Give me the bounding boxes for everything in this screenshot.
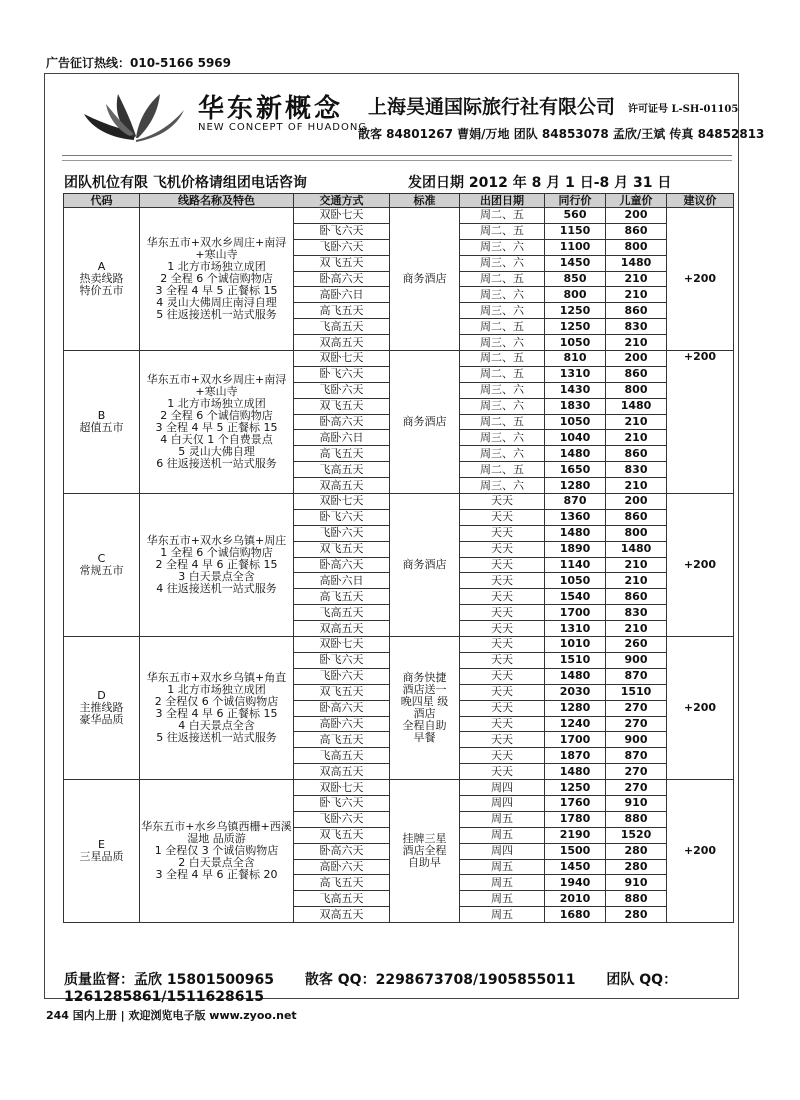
departure-date-cell: 天天 (460, 494, 545, 510)
transport-cell: 高卧六日 (294, 430, 390, 446)
departure-date-cell: 周三、六 (460, 287, 545, 303)
departure-date-cell: 天天 (460, 684, 545, 700)
route-feature: 5 往返接送机一站式服务 (156, 731, 277, 745)
transport-cell: 飞卧六天 (294, 811, 390, 827)
child-price-cell: 200 (606, 351, 667, 367)
route-feature: 4 灵山大佛周庄南浔自理 (156, 296, 277, 309)
child-price-cell: 270 (606, 764, 667, 780)
route-code: A (97, 260, 106, 273)
route-feature: 3 全程 4 早 6 正餐标 15 (155, 707, 278, 721)
departure-date-cell: 天天 (460, 764, 545, 780)
peer-price-cell: 1050 (545, 335, 606, 351)
child-price-cell: 270 (606, 700, 667, 716)
hotel-standard-cell: 商务快捷 酒店送一 晚四星 级 酒店 全程自助 早餐 (390, 637, 460, 780)
child-price-cell: 270 (606, 716, 667, 732)
child-price-cell: 210 (606, 621, 667, 637)
transport-cell: 双高五天 (294, 335, 390, 351)
transport-cell: 卧飞六天 (294, 652, 390, 668)
route-title: 华东五市+双水乡乌镇+周庄 (146, 534, 287, 548)
peer-price-cell: 1010 (545, 637, 606, 653)
transport-cell: 高飞五天 (294, 446, 390, 462)
peer-price-cell: 1280 (545, 478, 606, 494)
route-feature: 3 全程 4 早 5 正餐标 15 (155, 421, 278, 435)
peer-price-cell: 1250 (545, 780, 606, 796)
departure-date-cell: 周五 (460, 827, 545, 843)
transport-cell: 双高五天 (294, 621, 390, 637)
departure-date-cell: 天天 (460, 557, 545, 573)
table-row (64, 637, 734, 653)
header-divider (62, 155, 732, 156)
child-price-cell: 860 (606, 446, 667, 462)
child-price-cell: 210 (606, 557, 667, 573)
header-departure-date: 出团日期 (460, 194, 545, 208)
route-feature: 1 北方市场独立成团 (167, 397, 266, 411)
route-feature: 4 往返接送机一站式服务 (156, 582, 277, 596)
transport-cell: 卧高六天 (294, 271, 390, 287)
suggested-price-cell: +200 (667, 637, 734, 780)
header-suggested-price: 建议价 (667, 194, 734, 208)
child-price-cell: 860 (606, 366, 667, 382)
transport-cell: 卧飞六天 (294, 795, 390, 811)
peer-price-cell: 1040 (545, 430, 606, 446)
transport-cell: 双卧七天 (294, 637, 390, 653)
departure-date-cell: 周二、五 (460, 351, 545, 367)
child-price-cell: 910 (606, 795, 667, 811)
transport-cell: 高卧六日 (294, 287, 390, 303)
brand-chinese: 华东新概念 (198, 94, 344, 124)
peer-price-cell: 1310 (545, 366, 606, 382)
route-code-cell (64, 780, 140, 923)
departure-date-cell: 周四 (460, 780, 545, 796)
route-code-cell (64, 494, 140, 637)
peer-price-cell: 1890 (545, 541, 606, 557)
peer-price-cell: 1150 (545, 223, 606, 239)
departure-date-cell: 天天 (460, 509, 545, 525)
route-feature: 2 全程仅 6 个诚信购物店 (154, 695, 279, 709)
transport-cell: 卧高六天 (294, 557, 390, 573)
route-feature: 2 全程 6 个诚信购物店 (160, 409, 273, 423)
peer-price-cell: 1250 (545, 319, 606, 335)
page-footer: 244 国内上册 | 欢迎浏览电子版 www.zyoo.net (46, 1009, 297, 1022)
route-code: E (98, 838, 105, 852)
child-price-cell: 1520 (606, 827, 667, 843)
child-price-cell: 210 (606, 271, 667, 287)
child-price-cell: 900 (606, 732, 667, 748)
child-price-cell: 210 (606, 478, 667, 494)
transport-cell: 卧高六天 (294, 843, 390, 859)
hotel-standard-cell: 商务酒店 (390, 208, 460, 351)
child-price-cell: 800 (606, 382, 667, 398)
transport-cell: 飞卧六天 (294, 525, 390, 541)
child-price-cell: 210 (606, 430, 667, 446)
child-price-cell: 1510 (606, 684, 667, 700)
brand-english: NEW CONCEPT OF HUADONG (198, 122, 368, 133)
transport-cell: 卧高六天 (294, 700, 390, 716)
departure-date-cell: 天天 (460, 637, 545, 653)
route-category: 常规五市 (79, 564, 124, 578)
child-price-cell: 210 (606, 335, 667, 351)
route-feature: 3 全程 4 早 5 正餐标 15 (155, 284, 278, 297)
departure-date-cell: 周二、五 (460, 366, 545, 382)
route-code-cell (64, 208, 140, 351)
booking-notice: 团队机位有限 飞机价格请组团电话咨询 (64, 175, 307, 191)
header-route: 线路名称及特色 (140, 194, 294, 208)
table-body (64, 208, 734, 923)
child-price-cell: 280 (606, 843, 667, 859)
transport-cell: 双卧七天 (294, 780, 390, 796)
ad-hotline: 广告征订热线：010-5166 5969 (46, 56, 232, 70)
departure-date-cell: 周二、五 (460, 271, 545, 287)
transport-cell: 卧飞六天 (294, 223, 390, 239)
peer-price-cell: 1700 (545, 605, 606, 621)
hotel-standard-cell: 商务酒店 (390, 351, 460, 494)
peer-price-cell: 1450 (545, 255, 606, 271)
departure-date-cell: 周三、六 (460, 303, 545, 319)
hotel-standard-cell: 商务酒店 (390, 494, 460, 637)
peer-price-cell: 1830 (545, 398, 606, 414)
child-price-cell: 260 (606, 637, 667, 653)
child-price-cell: 860 (606, 303, 667, 319)
peer-price-cell: 1360 (545, 509, 606, 525)
peer-price-cell: 1510 (545, 652, 606, 668)
transport-cell: 飞高五天 (294, 748, 390, 764)
route-feature: 1 北方市场独立成团 (167, 683, 266, 697)
departure-date-cell: 天天 (460, 716, 545, 732)
peer-price-cell: 1250 (545, 303, 606, 319)
departure-date-cell: 天天 (460, 732, 545, 748)
transport-cell: 卧飞六天 (294, 509, 390, 525)
transport-cell: 飞高五天 (294, 605, 390, 621)
peer-price-cell: 1500 (545, 843, 606, 859)
transport-cell: 双飞五天 (294, 541, 390, 557)
route-code: C (97, 552, 106, 566)
route-feature: 4 白天景点全含 (178, 719, 255, 733)
transport-cell: 双飞五天 (294, 398, 390, 414)
peer-price-cell: 1480 (545, 668, 606, 684)
transport-cell: 飞高五天 (294, 319, 390, 335)
peer-price-cell: 2190 (545, 827, 606, 843)
child-price-cell: 830 (606, 319, 667, 335)
peer-price-cell: 1480 (545, 525, 606, 541)
departure-date-cell: 周五 (460, 875, 545, 891)
departure-date-cell: 天天 (460, 668, 545, 684)
table-header-row (64, 194, 734, 208)
child-price-cell: 870 (606, 748, 667, 764)
child-price-cell: 800 (606, 239, 667, 255)
peer-price-cell: 1780 (545, 811, 606, 827)
peer-price-cell: 1760 (545, 795, 606, 811)
transport-cell: 高飞五天 (294, 732, 390, 748)
route-feature: 3 全程 4 早 6 正餐标 20 (155, 868, 278, 882)
child-price-cell: 210 (606, 414, 667, 430)
child-price-cell: 200 (606, 494, 667, 510)
transport-cell: 卧飞六天 (294, 366, 390, 382)
child-price-cell: 910 (606, 875, 667, 891)
peer-price-cell: 1680 (545, 907, 606, 923)
departure-date-cell: 周三、六 (460, 382, 545, 398)
departure-date-cell: 周三、六 (460, 335, 545, 351)
quality-supervision: 质量监督：孟欣 15801500965 (64, 972, 275, 988)
transport-cell: 双飞五天 (294, 827, 390, 843)
contact-line: 散客 84801267 曹娟/万地 团队 84853078 孟欣/王斌 传真 84852813 (358, 127, 765, 141)
route-feature: 1 全程 6 个诚信购物店 (160, 546, 273, 560)
table-row (64, 351, 734, 367)
departure-date-cell: 周五 (460, 891, 545, 907)
transport-cell: 高卧六天 (294, 716, 390, 732)
departure-date-cell: 周三、六 (460, 239, 545, 255)
departure-date-cell: 周二、五 (460, 414, 545, 430)
suggested-price-cell: +200 (667, 494, 734, 637)
peer-price-cell: 1940 (545, 875, 606, 891)
departure-date-cell: 周二、五 (460, 208, 545, 224)
departure-date-cell: 天天 (460, 652, 545, 668)
departure-date-cell: 周五 (460, 907, 545, 923)
child-price-cell: 280 (606, 907, 667, 923)
route-title: 华东五市+水乡乌镇西栅+西溪湿地 品质游 (141, 820, 292, 846)
peer-price-cell: 1050 (545, 573, 606, 589)
route-feature: 1 全程仅 3 个诚信购物店 (154, 844, 279, 858)
header-transport: 交通方式 (294, 194, 390, 208)
company-name: 上海昊通国际旅行社有限公司 (368, 96, 616, 118)
child-price-cell: 800 (606, 525, 667, 541)
table-row (64, 780, 734, 796)
peer-price-cell: 800 (545, 287, 606, 303)
route-code-cell (64, 637, 140, 780)
transport-cell: 高卧六天 (294, 859, 390, 875)
transport-cell: 高飞五天 (294, 589, 390, 605)
departure-date-cell: 周五 (460, 811, 545, 827)
departure-date-cell: 周三、六 (460, 398, 545, 414)
peer-price-cell: 2030 (545, 684, 606, 700)
child-price-cell: 860 (606, 589, 667, 605)
individual-qq: 散客 QQ：2298673708/1905855011 (304, 972, 576, 988)
peer-price-cell: 850 (545, 271, 606, 287)
child-price-cell: 830 (606, 462, 667, 478)
suggested-price-cell: +200 (667, 208, 734, 351)
route-feature: 5 往返接送机一站式服务 (156, 308, 277, 321)
lotus-logo-icon (80, 88, 188, 144)
peer-price-cell: 1540 (545, 589, 606, 605)
transport-cell: 卧高六天 (294, 414, 390, 430)
departure-date-cell: 周四 (460, 843, 545, 859)
departure-date-cell: 天天 (460, 621, 545, 637)
route-description-cell (140, 494, 294, 637)
license-number: 许可证号 L-SH-01105 (628, 104, 739, 115)
route-feature: 2 白天景点全含 (178, 856, 255, 870)
table-row (64, 494, 734, 510)
team-qq: 团队 QQ：1261285861/1511628615 (64, 972, 678, 1005)
child-price-cell: 870 (606, 668, 667, 684)
child-price-cell: 1480 (606, 398, 667, 414)
child-price-cell: 210 (606, 287, 667, 303)
transport-cell: 飞高五天 (294, 462, 390, 478)
transport-cell: 飞卧六天 (294, 668, 390, 684)
route-description-cell (140, 351, 294, 494)
route-title: 华东五市+双水乡周庄+南浔+寒山寺 (146, 236, 287, 261)
header-standard: 标准 (390, 194, 460, 208)
route-code-cell (64, 351, 140, 494)
header-peer-price: 同行价 (545, 194, 606, 208)
transport-cell: 高飞五天 (294, 303, 390, 319)
route-feature: 2 全程 6 个诚信购物店 (160, 272, 273, 285)
child-price-cell: 210 (606, 573, 667, 589)
transport-cell: 飞卧六天 (294, 239, 390, 255)
peer-price-cell: 810 (545, 351, 606, 367)
departure-date-cell: 周三、六 (460, 430, 545, 446)
departure-date-cell: 周二、五 (460, 223, 545, 239)
route-category: 超值五市 (79, 421, 124, 435)
child-price-cell: 830 (606, 605, 667, 621)
departure-date-range: 发团日期 2012 年 8 月 1 日-8 月 31 日 (408, 175, 672, 191)
header-code: 代码 (64, 194, 140, 208)
transport-cell: 双卧七天 (294, 494, 390, 510)
transport-cell: 高飞五天 (294, 875, 390, 891)
header-divider-secondary (62, 160, 732, 161)
transport-cell: 双高五天 (294, 907, 390, 923)
route-category: 三星品质 (79, 850, 124, 864)
route-feature: 5 灵山大佛自理 (178, 445, 255, 459)
route-feature: 2 全程 4 早 6 正餐标 15 (155, 558, 278, 572)
peer-price-cell: 1700 (545, 732, 606, 748)
route-category: 主推线路 豪华品质 (79, 701, 124, 727)
departure-date-cell: 天天 (460, 525, 545, 541)
departure-date-cell: 天天 (460, 700, 545, 716)
footer-contacts (64, 969, 800, 1005)
route-description-cell (140, 637, 294, 780)
departure-date-cell: 天天 (460, 605, 545, 621)
route-description-cell (140, 780, 294, 923)
route-category: 热卖线路 特价五市 (79, 272, 124, 297)
departure-date-cell: 周三、六 (460, 255, 545, 271)
peer-price-cell: 560 (545, 208, 606, 224)
route-title: 华东五市+双水乡乌镇+角直 (146, 671, 287, 685)
departure-date-cell: 天天 (460, 573, 545, 589)
suggested-price-cell: +200 (667, 351, 734, 494)
table-row (64, 208, 734, 224)
child-price-cell: 200 (606, 208, 667, 224)
peer-price-cell: 1240 (545, 716, 606, 732)
peer-price-cell: 1310 (545, 621, 606, 637)
route-feature: 4 白天仅 1 个自费景点 (160, 433, 273, 447)
peer-price-cell: 1870 (545, 748, 606, 764)
child-price-cell: 880 (606, 811, 667, 827)
child-price-cell: 1480 (606, 255, 667, 271)
header-child-price: 儿童价 (606, 194, 667, 208)
child-price-cell: 1480 (606, 541, 667, 557)
transport-cell: 飞卧六天 (294, 382, 390, 398)
child-price-cell: 880 (606, 891, 667, 907)
peer-price-cell: 1100 (545, 239, 606, 255)
departure-date-cell: 周二、五 (460, 319, 545, 335)
peer-price-cell: 870 (545, 494, 606, 510)
departure-date-cell: 天天 (460, 589, 545, 605)
route-code: B (97, 409, 106, 423)
departure-date-cell: 天天 (460, 541, 545, 557)
suggested-price-cell: +200 (667, 780, 734, 923)
departure-date-cell: 周四 (460, 795, 545, 811)
route-feature: 6 往返接送机一站式服务 (156, 457, 277, 471)
hotel-standard-cell: 挂牌三星 酒店全程 自助早 (390, 780, 460, 923)
peer-price-cell: 2010 (545, 891, 606, 907)
transport-cell: 双卧七天 (294, 351, 390, 367)
route-description-cell (140, 208, 294, 351)
child-price-cell: 860 (606, 509, 667, 525)
route-feature: 1 北方市场独立成团 (167, 260, 266, 273)
departure-date-cell: 周三、六 (460, 478, 545, 494)
departure-date-cell: 周三、六 (460, 446, 545, 462)
transport-cell: 飞高五天 (294, 891, 390, 907)
peer-price-cell: 1280 (545, 700, 606, 716)
departure-date-cell: 周五 (460, 859, 545, 875)
price-table (63, 193, 734, 923)
peer-price-cell: 1140 (545, 557, 606, 573)
peer-price-cell: 1450 (545, 859, 606, 875)
child-price-cell: 900 (606, 652, 667, 668)
transport-cell: 双飞五天 (294, 255, 390, 271)
route-feature: 3 白天景点全含 (178, 570, 255, 584)
departure-date-cell: 天天 (460, 748, 545, 764)
transport-cell: 双飞五天 (294, 684, 390, 700)
child-price-cell: 860 (606, 223, 667, 239)
peer-price-cell: 1430 (545, 382, 606, 398)
transport-cell: 双卧七天 (294, 208, 390, 224)
child-price-cell: 280 (606, 859, 667, 875)
transport-cell: 高卧六日 (294, 573, 390, 589)
transport-cell: 双高五天 (294, 478, 390, 494)
peer-price-cell: 1480 (545, 446, 606, 462)
route-code: D (97, 689, 106, 703)
route-title: 华东五市+双水乡周庄+南浔+寒山寺 (146, 373, 287, 399)
peer-price-cell: 1050 (545, 414, 606, 430)
peer-price-cell: 1650 (545, 462, 606, 478)
departure-date-cell: 周二、五 (460, 462, 545, 478)
child-price-cell: 270 (606, 780, 667, 796)
transport-cell: 双高五天 (294, 764, 390, 780)
peer-price-cell: 1480 (545, 764, 606, 780)
